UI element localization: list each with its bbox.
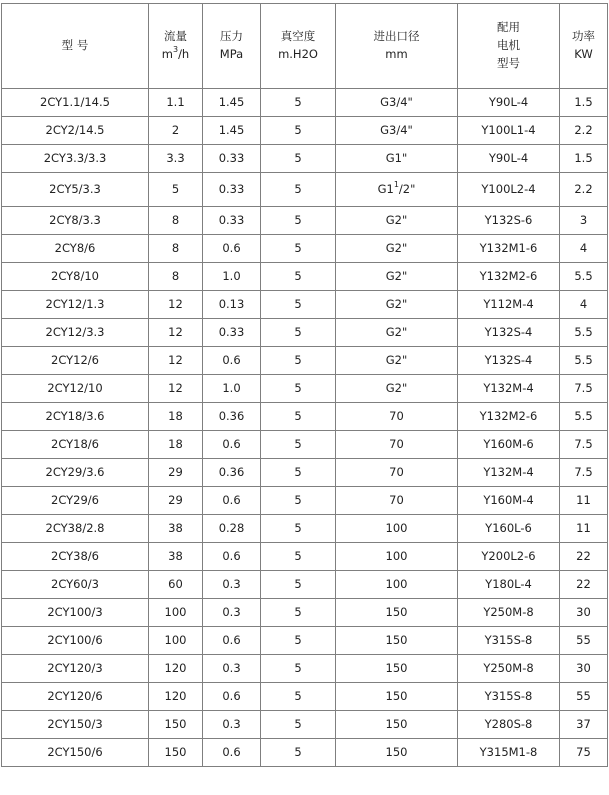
cell-flow: 3.3 (149, 145, 203, 173)
header-row (2, 4, 608, 89)
cell-pressure: 0.3 (203, 711, 261, 739)
cell-flow: 12 (149, 347, 203, 375)
cell-vacuum: 5 (261, 487, 336, 515)
cell-flow: 100 (149, 627, 203, 655)
table-row (2, 711, 608, 739)
header-flow-unit: $m^3/h$ (161, 45, 190, 61)
cell-vacuum: 5 (261, 207, 336, 235)
cell-port: G2" (336, 291, 458, 319)
cell-vacuum: 5 (261, 89, 336, 117)
cell-flow: 120 (149, 683, 203, 711)
cell-pressure: 0.6 (203, 487, 261, 515)
cell-vacuum: 5 (261, 543, 336, 571)
header-power-title: 功率 (572, 29, 595, 44)
cell-motor: Y132M-4 (458, 375, 560, 403)
cell-power: 2.2 (560, 173, 608, 207)
cell-power: 22 (560, 543, 608, 571)
cell-pressure: 0.13 (203, 291, 261, 319)
cell-vacuum: 5 (261, 263, 336, 291)
cell-pressure: 0.36 (203, 403, 261, 431)
cell-flow: 38 (149, 543, 203, 571)
table-row (2, 599, 608, 627)
cell-flow: 150 (149, 711, 203, 739)
cell-vacuum: 5 (261, 711, 336, 739)
cell-vacuum: 5 (261, 291, 336, 319)
cell-port: 70 (336, 431, 458, 459)
cell-vacuum: 5 (261, 173, 336, 207)
cell-port: 70 (336, 459, 458, 487)
cell-vacuum: 5 (261, 347, 336, 375)
cell-model: 2CY12/10 (2, 375, 149, 403)
cell-pressure: 0.6 (203, 739, 261, 767)
cell-port: 100 (336, 571, 458, 599)
cell-flow: 1.1 (149, 89, 203, 117)
header-port-unit: mm (385, 47, 408, 61)
cell-flow: 12 (149, 319, 203, 347)
cell-motor: Y132M2-6 (458, 263, 560, 291)
cell-flow: 12 (149, 375, 203, 403)
cell-flow: 29 (149, 459, 203, 487)
table-row (2, 459, 608, 487)
cell-power: 11 (560, 487, 608, 515)
cell-model: 2CY18/6 (2, 431, 149, 459)
cell-port: G1" (336, 145, 458, 173)
cell-port: 150 (336, 655, 458, 683)
cell-pressure: 1.45 (203, 117, 261, 145)
header-motor-line1: 配用 (497, 20, 520, 35)
cell-motor: Y200L2-6 (458, 543, 560, 571)
cell-pressure: 1.0 (203, 375, 261, 403)
table-row (2, 627, 608, 655)
cell-port: 150 (336, 599, 458, 627)
cell-flow: 2 (149, 117, 203, 145)
cell-pressure: 0.33 (203, 145, 261, 173)
table-row (2, 683, 608, 711)
cell-power: 55 (560, 627, 608, 655)
header-power-unit: KW (574, 47, 593, 61)
cell-power: 5.5 (560, 263, 608, 291)
cell-model: 2CY5/3.3 (2, 173, 149, 207)
header-motor (458, 4, 560, 89)
cell-model: 2CY18/3.6 (2, 403, 149, 431)
cell-port: 150 (336, 711, 458, 739)
cell-model: 2CY8/3.3 (2, 207, 149, 235)
cell-power: 75 (560, 739, 608, 767)
header-pressure-title: 压力 (220, 29, 243, 44)
pump-spec-table (1, 3, 608, 767)
cell-port: G2" (336, 263, 458, 291)
cell-vacuum: 5 (261, 403, 336, 431)
cell-vacuum: 5 (261, 431, 336, 459)
cell-motor: Y160L-6 (458, 515, 560, 543)
cell-motor: Y90L-4 (458, 145, 560, 173)
cell-power: 7.5 (560, 459, 608, 487)
cell-pressure: 0.33 (203, 207, 261, 235)
cell-port: 100 (336, 543, 458, 571)
cell-flow: 29 (149, 487, 203, 515)
cell-power: 5.5 (560, 347, 608, 375)
cell-vacuum: 5 (261, 117, 336, 145)
cell-vacuum: 5 (261, 375, 336, 403)
cell-flow: 100 (149, 599, 203, 627)
cell-model: 2CY100/3 (2, 599, 149, 627)
cell-pressure: 0.6 (203, 627, 261, 655)
cell-pressure: 0.3 (203, 655, 261, 683)
cell-motor: Y132M-4 (458, 459, 560, 487)
cell-port: 70 (336, 403, 458, 431)
cell-motor: Y100L1-4 (458, 117, 560, 145)
cell-flow: 120 (149, 655, 203, 683)
table-row (2, 207, 608, 235)
cell-vacuum: 5 (261, 235, 336, 263)
cell-port: G2" (336, 347, 458, 375)
cell-port: $G1^1/2$" (336, 173, 458, 207)
cell-motor: Y132M1-6 (458, 235, 560, 263)
cell-power: 55 (560, 683, 608, 711)
cell-power: 1.5 (560, 89, 608, 117)
cell-vacuum: 5 (261, 145, 336, 173)
cell-model: 2CY8/6 (2, 235, 149, 263)
cell-power: 22 (560, 571, 608, 599)
cell-vacuum: 5 (261, 459, 336, 487)
cell-pressure: 0.33 (203, 173, 261, 207)
cell-model: 2CY38/6 (2, 543, 149, 571)
cell-motor: Y90L-4 (458, 89, 560, 117)
cell-model: 2CY120/6 (2, 683, 149, 711)
cell-motor: Y132S-4 (458, 347, 560, 375)
cell-motor: Y112M-4 (458, 291, 560, 319)
cell-port: G3/4" (336, 89, 458, 117)
cell-vacuum: 5 (261, 515, 336, 543)
cell-power: 4 (560, 291, 608, 319)
cell-motor: Y132S-6 (458, 207, 560, 235)
cell-power: 30 (560, 655, 608, 683)
cell-pressure: 0.33 (203, 319, 261, 347)
cell-model: 2CY12/6 (2, 347, 149, 375)
cell-flow: 38 (149, 515, 203, 543)
cell-motor: Y160M-4 (458, 487, 560, 515)
table-row (2, 291, 608, 319)
table-row (2, 375, 608, 403)
cell-vacuum: 5 (261, 571, 336, 599)
cell-flow: 12 (149, 291, 203, 319)
header-flow (149, 4, 203, 89)
header-motor-line2: 电机 (497, 38, 520, 53)
header-power (560, 4, 608, 89)
cell-power: 7.5 (560, 431, 608, 459)
cell-model: 2CY150/6 (2, 739, 149, 767)
cell-port: 100 (336, 515, 458, 543)
cell-model: 2CY29/3.6 (2, 459, 149, 487)
cell-vacuum: 5 (261, 599, 336, 627)
cell-motor: Y250M-8 (458, 599, 560, 627)
cell-vacuum: 5 (261, 627, 336, 655)
cell-motor: Y250M-8 (458, 655, 560, 683)
header-vacuum-title: 真空度 (280, 29, 316, 44)
table-row (2, 655, 608, 683)
cell-vacuum: 5 (261, 655, 336, 683)
cell-motor: Y280S-8 (458, 711, 560, 739)
table-row (2, 739, 608, 767)
cell-motor: Y180L-4 (458, 571, 560, 599)
header-vacuum (261, 4, 336, 89)
cell-pressure: 0.6 (203, 431, 261, 459)
cell-power: 3 (560, 207, 608, 235)
cell-pressure: 0.36 (203, 459, 261, 487)
header-motor-line3: 型号 (497, 55, 520, 70)
table-row (2, 347, 608, 375)
table-row (2, 173, 608, 207)
cell-port: G2" (336, 375, 458, 403)
header-flow-title: 流量 (164, 29, 187, 44)
cell-port: 150 (336, 627, 458, 655)
cell-port: G2" (336, 235, 458, 263)
header-vacuum-unit: m.H2O (278, 47, 318, 61)
cell-model: 2CY12/1.3 (2, 291, 149, 319)
cell-pressure: 0.6 (203, 347, 261, 375)
cell-vacuum: 5 (261, 739, 336, 767)
cell-port: 70 (336, 487, 458, 515)
cell-motor: Y100L2-4 (458, 173, 560, 207)
cell-port: 150 (336, 739, 458, 767)
cell-model: 2CY2/14.5 (2, 117, 149, 145)
cell-vacuum: 5 (261, 319, 336, 347)
cell-power: 7.5 (560, 375, 608, 403)
cell-port: 150 (336, 683, 458, 711)
cell-flow: 8 (149, 235, 203, 263)
table-row (2, 319, 608, 347)
header-port-title: 进出口径 (373, 29, 420, 44)
table-row (2, 515, 608, 543)
table-row (2, 235, 608, 263)
cell-port: G2" (336, 319, 458, 347)
cell-power: 5.5 (560, 319, 608, 347)
cell-model: 2CY8/10 (2, 263, 149, 291)
header-port (336, 4, 458, 89)
header-model: 型 号 (2, 4, 149, 89)
cell-motor: Y315S-8 (458, 683, 560, 711)
cell-port: G3/4" (336, 117, 458, 145)
cell-motor: Y132M2-6 (458, 403, 560, 431)
cell-motor: Y315M1-8 (458, 739, 560, 767)
table-row (2, 145, 608, 173)
table-row (2, 117, 608, 145)
cell-flow: 18 (149, 403, 203, 431)
table-row (2, 403, 608, 431)
cell-flow: 60 (149, 571, 203, 599)
cell-model: 2CY120/3 (2, 655, 149, 683)
cell-pressure: 1.0 (203, 263, 261, 291)
table-row (2, 263, 608, 291)
cell-power: 37 (560, 711, 608, 739)
table-row (2, 487, 608, 515)
cell-motor: Y160M-6 (458, 431, 560, 459)
cell-pressure: 0.3 (203, 571, 261, 599)
cell-pressure: 0.28 (203, 515, 261, 543)
cell-model: 2CY100/6 (2, 627, 149, 655)
cell-model: 2CY60/3 (2, 571, 149, 599)
cell-flow: 8 (149, 263, 203, 291)
cell-power: 1.5 (560, 145, 608, 173)
table-row (2, 571, 608, 599)
header-pressure (203, 4, 261, 89)
cell-pressure: 0.6 (203, 543, 261, 571)
cell-flow: 5 (149, 173, 203, 207)
cell-pressure: 1.45 (203, 89, 261, 117)
cell-flow: 8 (149, 207, 203, 235)
cell-model: 2CY12/3.3 (2, 319, 149, 347)
cell-pressure: 0.3 (203, 599, 261, 627)
cell-pressure: 0.6 (203, 235, 261, 263)
table-row (2, 89, 608, 117)
cell-flow: 18 (149, 431, 203, 459)
cell-model: 2CY3.3/3.3 (2, 145, 149, 173)
cell-model: 2CY38/2.8 (2, 515, 149, 543)
cell-motor: Y315S-8 (458, 627, 560, 655)
cell-flow: 150 (149, 739, 203, 767)
cell-port: G2" (336, 207, 458, 235)
cell-power: 4 (560, 235, 608, 263)
table-row (2, 431, 608, 459)
table-row (2, 543, 608, 571)
cell-power: 5.5 (560, 403, 608, 431)
cell-power: 30 (560, 599, 608, 627)
cell-vacuum: 5 (261, 683, 336, 711)
cell-power: 11 (560, 515, 608, 543)
cell-model: 2CY29/6 (2, 487, 149, 515)
cell-pressure: 0.6 (203, 683, 261, 711)
cell-model: 2CY150/3 (2, 711, 149, 739)
header-pressure-unit: MPa (219, 47, 244, 61)
cell-motor: Y132S-4 (458, 319, 560, 347)
cell-power: 2.2 (560, 117, 608, 145)
cell-model: 2CY1.1/14.5 (2, 89, 149, 117)
